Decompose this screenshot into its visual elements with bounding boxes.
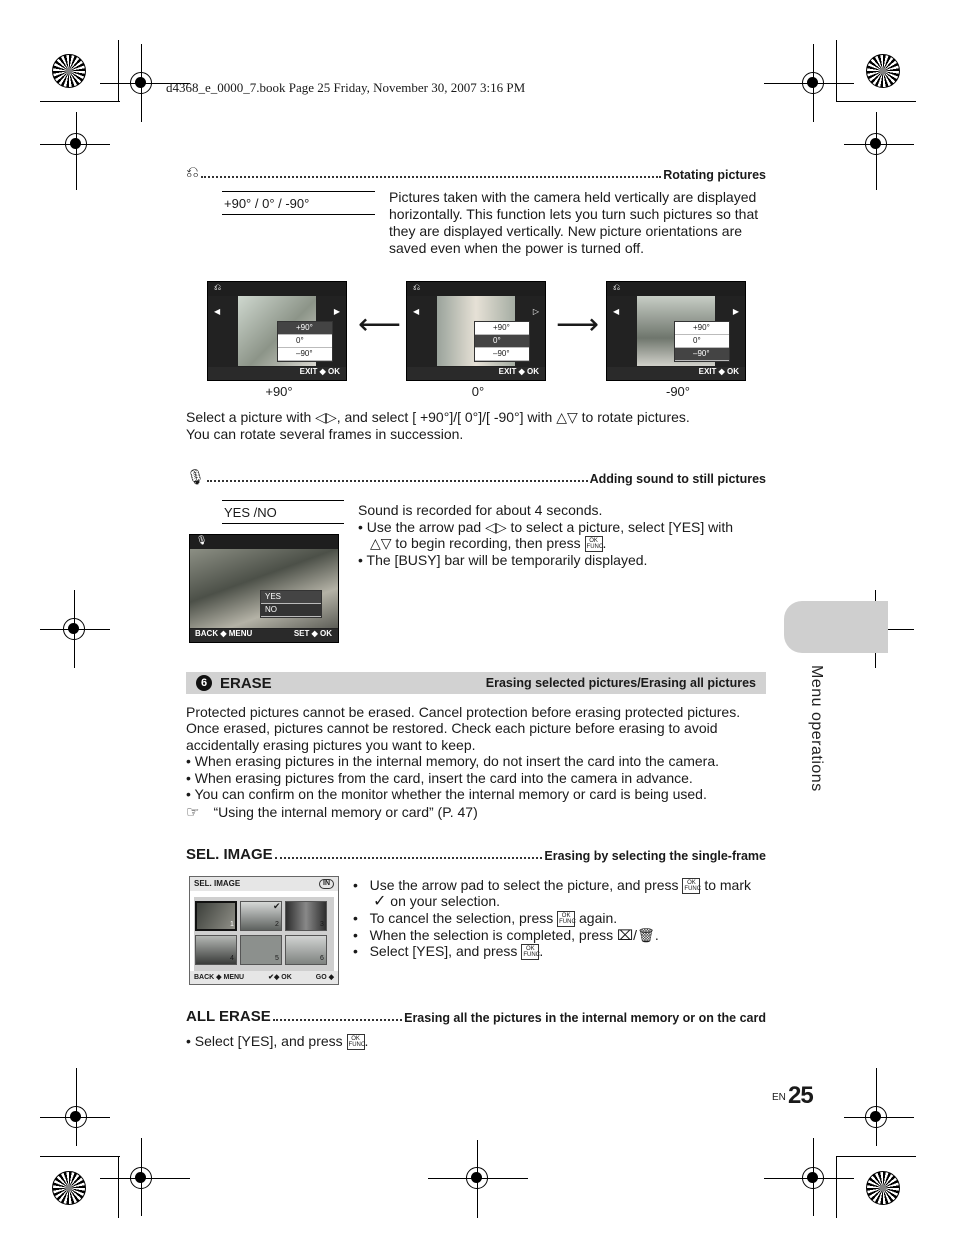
rotate-caption-minus90: -90° bbox=[666, 384, 690, 399]
ok-func-button-icon: OK FUNC bbox=[586, 538, 604, 551]
sel-image-section-title: SEL. IMAGE Erasing by selecting the single-frame bbox=[186, 846, 766, 863]
side-tab bbox=[784, 601, 888, 653]
sel-image-bullet-1c: ✓ on your selection. bbox=[373, 893, 501, 910]
microphone-icon: 🎙 bbox=[186, 469, 206, 486]
rotate-section-title: ⎌ Rotating pictures bbox=[186, 164, 766, 182]
erase-para-1: Protected pictures cannot be erased. Cancel protection before erasing protected pictures. bbox=[186, 704, 741, 720]
language-label: EN bbox=[772, 1092, 786, 1103]
erase-subtitle: Erasing selected pictures/Erasing all pictures bbox=[485, 676, 756, 690]
erase-section-bar bbox=[186, 672, 766, 694]
sound-bullet-1b: △▽ to begin recording, then press OK FUNC. bbox=[370, 535, 607, 551]
rotate-screen-plus90: ⎌ ◀ ▶ +90° 0° –90° EXIT ◆ OK bbox=[207, 281, 347, 381]
arrow-left-icon: ⟵ bbox=[358, 308, 402, 341]
rotate-screen-minus90: ⎌ ◀ ▶ +90° 0° –90° EXIT ◆ OK bbox=[606, 281, 746, 381]
registration-target-icon bbox=[866, 1171, 900, 1205]
sound-section-title: 🎙 Adding sound to still pictures bbox=[186, 469, 766, 486]
sound-bullet-1a: • Use the arrow pad ◁▷ to select a picture, select [YES] with bbox=[358, 519, 734, 535]
rotate-caption-0: 0° bbox=[471, 384, 485, 399]
sel-image-bullet-1: • Use the arrow pad to select the picture, and press OK FUNC to mark bbox=[353, 877, 751, 893]
erase-para-3: accidentally erasing pictures you want to keep. bbox=[186, 737, 476, 753]
section-number-badge: 6 bbox=[196, 675, 212, 691]
book-header-line: d4368_e_0000_7.book Page 25 Friday, November 30, 2007 3:16 PM bbox=[166, 80, 526, 95]
rotate-options: +90° / 0° / -90° bbox=[222, 191, 375, 215]
rotate-screen-0: ⎌ ◀ ▷ +90° 0° –90° EXIT ◆ OK bbox=[406, 281, 546, 381]
erase-bullet-3: • You can confirm on the monitor whether the internal memory or card is being used. bbox=[186, 786, 707, 802]
erase-bullet-1: • When erasing pictures in the internal memory, do not insert the card into the camera. bbox=[186, 753, 720, 769]
erase-bullet-2: • When erasing pictures from the card, insert the card into the camera in advance. bbox=[186, 770, 693, 786]
rotate-description: Pictures taken with the camera held vertically are displayed horizontally. This function lets you turn such pictures so that they are displayed vertically. New picture orientations are saved even when the power is turned off. bbox=[389, 189, 759, 256]
registration-target-icon bbox=[52, 1171, 86, 1205]
sel-image-bullet-3: • When the selection is completed, press ⌧/🗑. bbox=[353, 927, 659, 943]
rotate-caption-plus90: +90° bbox=[265, 384, 293, 399]
rotate-icon: ⎌ bbox=[186, 164, 199, 181]
sel-image-bullet-4: • Select [YES], and press OK FUNC. bbox=[353, 943, 544, 959]
rotate-instruction-2: You can rotate several frames in succession. bbox=[186, 426, 464, 442]
erase-reference: ☞ “Using the internal memory or card” (P. 47) bbox=[186, 804, 478, 821]
pointing-hand-icon: ☞ bbox=[186, 804, 200, 821]
ok-func-button-icon: OK FUNC bbox=[348, 1036, 366, 1049]
ok-func-button-icon: OK FUNC bbox=[523, 946, 540, 959]
sound-screen: 🎙 YES NO BACK ◆ MENU SET ◆ OK bbox=[189, 534, 339, 643]
ok-func-button-icon: OK FUNC bbox=[684, 880, 702, 893]
checkmark-icon: ✓ bbox=[373, 893, 387, 910]
rotate-instruction-1: Select a picture with ◁▷, and select [ +90°]/[ 0°]/[ -90°] with △▽ to rotate pictures. bbox=[186, 409, 690, 425]
erase-para-2: Once erased, pictures cannot be restored. Check each picture before erasing to avoid bbox=[186, 720, 718, 736]
sound-line-1: Sound is recorded for about 4 seconds. bbox=[358, 502, 603, 518]
erase-trash-icon: ⌧/🗑 bbox=[617, 927, 655, 943]
all-erase-section-title: ALL ERASE Erasing all the pictures in the internal memory or on the card bbox=[186, 1008, 766, 1025]
erase-title: ERASE bbox=[220, 674, 272, 692]
registration-target-icon bbox=[866, 54, 900, 88]
sel-image-bullet-2: • To cancel the selection, press OK FUNC again. bbox=[353, 910, 618, 926]
checkmark-icon: ✔ bbox=[273, 901, 281, 911]
sel-image-screen: SEL. IMAGE IN 1 2 3 4 5 6 ✔ BACK ◆ MENU ✔◆ OK GO ◆ bbox=[189, 876, 339, 985]
ok-func-button-icon: OK FUNC bbox=[559, 913, 576, 926]
registration-target-icon bbox=[52, 54, 86, 88]
side-tab-label: Menu operations bbox=[808, 665, 825, 792]
page-number: 25 bbox=[788, 1082, 813, 1109]
arrow-right-icon: ⟶ bbox=[556, 308, 600, 341]
all-erase-bullet-1: • Select [YES], and press OK FUNC. bbox=[186, 1033, 369, 1049]
sound-bullet-2: • The [BUSY] bar will be temporarily displayed. bbox=[358, 552, 648, 568]
sound-options: YES /NO bbox=[222, 500, 344, 524]
